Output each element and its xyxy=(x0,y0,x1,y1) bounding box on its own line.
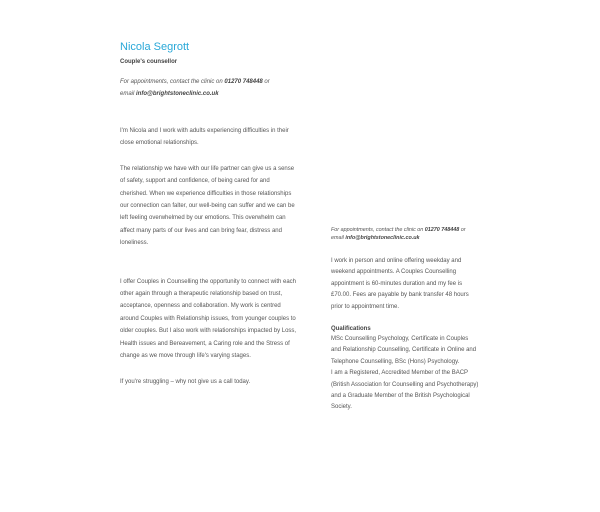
intro-paragraph: I'm Nicola and I work with adults experiencing difficulties in their close emotional relationships. xyxy=(120,128,289,147)
membership-text: I am a Registered, Accredited Member of the BACP (British Association for Counselling and Psychotherapy) and a Graduate Member of the British Psychological Society. xyxy=(331,370,479,411)
call-to-action: If you're struggling – why not give us a call today. xyxy=(120,378,251,385)
right-column xyxy=(331,226,479,414)
appointment-info-secondary xyxy=(331,226,479,242)
appointment-text: For appointments, contact the clinic on xyxy=(120,79,225,85)
fees-paragraph: I work in person and online offering weekday and weekend appointments. A Couples Counselling appointment is 60-minutes duration and my fee is £70.00. Fees are payable by bank transfer 48 hours prior to appointment time. xyxy=(331,258,469,310)
offer-paragraph: I offer Couples in Counselling the opportunity to connect with each other again through a therapeutic relationship based on trust, acceptance, openness and collaboration. My work is centred around Couples with Relationship issues, from younger couples to older couples. But I also work with relationships impacted by Loss, Health issues and Bereavement, a Caring role and the Stress of change as we move through life's varying stages. xyxy=(120,278,297,360)
appointment-text: For appointments, contact the clinic on xyxy=(331,227,425,233)
appointment-info xyxy=(120,77,298,100)
counsellor-role: Couple's counsellor xyxy=(120,59,178,65)
qualifications-text: MSc Counselling Psychology, Certificate in Couples and Relationship Counselling, Certificate in Online and Telephone Counselling, BSc (Hons) Psychology. xyxy=(331,336,477,365)
appointment-text-or: or xyxy=(262,79,270,85)
phone-number[interactable]: 01270 748448 xyxy=(424,227,460,233)
phone-number[interactable]: 01270 748448 xyxy=(224,79,263,85)
email-label: email xyxy=(331,235,346,241)
email-address[interactable]: info@brightstoneclinic.co.uk xyxy=(345,235,420,241)
email-label: email xyxy=(120,90,137,97)
qualifications-heading: Qualifications xyxy=(331,326,371,333)
email-address[interactable]: info@brightstoneclinic.co.uk xyxy=(136,90,219,97)
appointment-text-or: or xyxy=(459,227,466,233)
left-column xyxy=(120,40,298,388)
counsellor-name: Nicola Segrott xyxy=(120,41,190,53)
relationship-paragraph: The relationship we have with our life partner can give us a sense of safety, support and confidence, of being cared for and cherished. When we experience difficulties in those relationships our connection can falter, our well-being can suffer and we can be left feeling overwhelmed by our emotions. This overwhelm can affect many parts of our lives and can bring fear, distress and loneliness. xyxy=(120,165,295,247)
